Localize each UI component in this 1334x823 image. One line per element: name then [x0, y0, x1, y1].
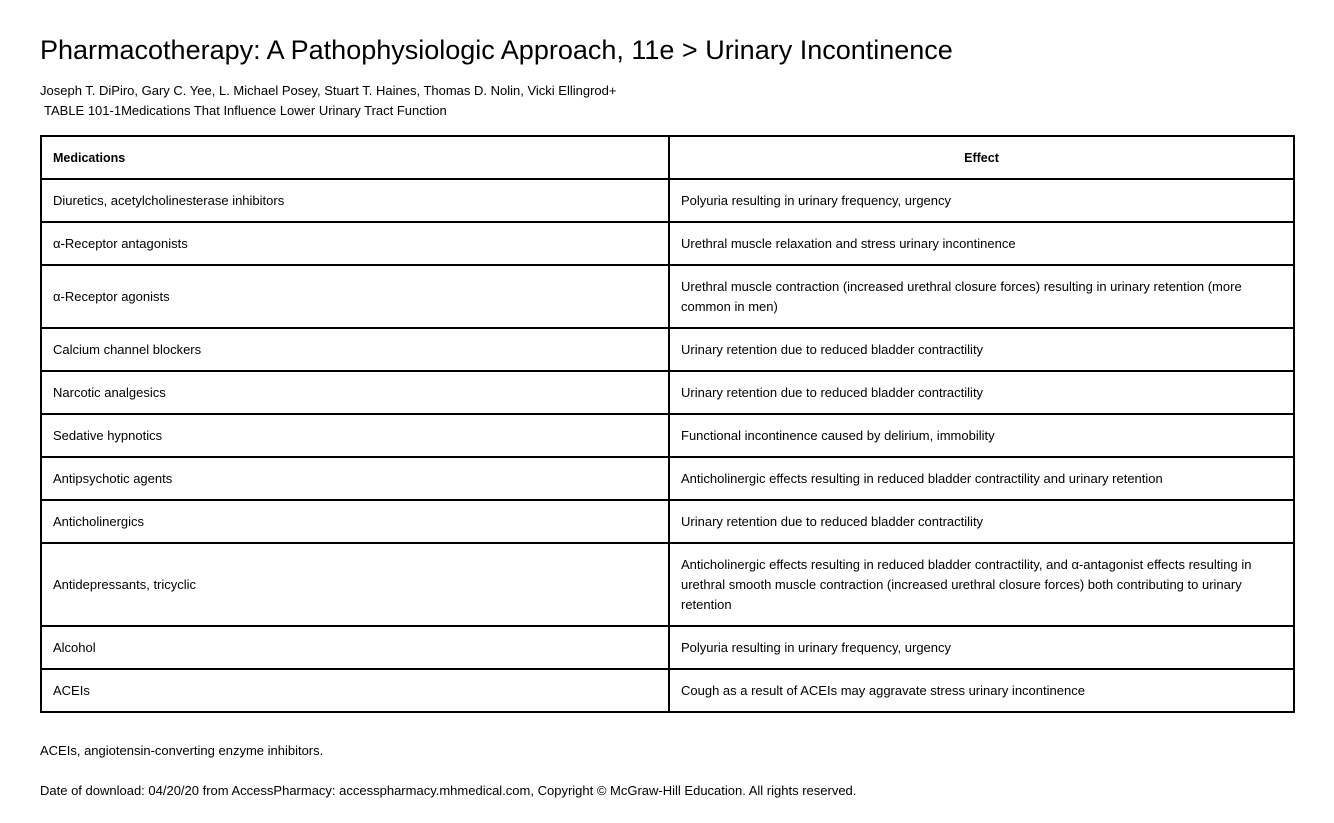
medication-cell: Antipsychotic agents — [41, 457, 669, 500]
medication-cell: α-Receptor agonists — [41, 265, 669, 328]
effect-cell: Urinary retention due to reduced bladder contractility — [669, 371, 1294, 414]
table-row — [41, 457, 1294, 500]
table-header-row — [41, 136, 1294, 179]
table-row — [41, 265, 1294, 328]
table-row — [41, 414, 1294, 457]
medication-cell: Calcium channel blockers — [41, 328, 669, 371]
effect-cell: Functional incontinence caused by delirium, immobility — [669, 414, 1294, 457]
download-info: Date of download: 04/20/20 from AccessPharmacy: accesspharmacy.mhmedical.com, Copyright © McGraw-Hill Education. All rights reserved. — [40, 783, 857, 798]
effect-cell: Anticholinergic effects resulting in reduced bladder contractility, and α-antagonist effects resulting in urethral smooth muscle contraction (increased urethral closure forces) both contributing to urinary retention — [669, 543, 1294, 626]
medication-cell: Diuretics, acetylcholinesterase inhibitors — [41, 179, 669, 222]
table-row — [41, 371, 1294, 414]
effect-cell: Urinary retention due to reduced bladder contractility — [669, 328, 1294, 371]
table-row — [41, 626, 1294, 669]
table-row — [41, 669, 1294, 712]
table-footnote: ACEIs, angiotensin-converting enzyme inhibitors. — [40, 743, 324, 758]
table-row — [41, 222, 1294, 265]
effect-cell: Urethral muscle contraction (increased urethral closure forces) resulting in urinary retention (more common in men) — [669, 265, 1294, 328]
effect-cell: Urethral muscle relaxation and stress urinary incontinence — [669, 222, 1294, 265]
table-row — [41, 179, 1294, 222]
column-header-medications: Medications — [41, 136, 669, 179]
effect-cell: Polyuria resulting in urinary frequency, urgency — [669, 626, 1294, 669]
medication-cell: Narcotic analgesics — [41, 371, 669, 414]
medication-cell: Antidepressants, tricyclic — [41, 543, 669, 626]
author-list: Joseph T. DiPiro, Gary C. Yee, L. Michael Posey, Stuart T. Haines, Thomas D. Nolin, Vicki Ellingrod+ — [40, 83, 617, 98]
table-row — [41, 543, 1294, 626]
table-caption: TABLE 101-1Medications That Influence Lower Urinary Tract Function — [44, 103, 447, 118]
effect-cell: Urinary retention due to reduced bladder contractility — [669, 500, 1294, 543]
column-header-effect: Effect — [669, 136, 1294, 179]
medication-cell: α-Receptor antagonists — [41, 222, 669, 265]
medication-cell: ACEIs — [41, 669, 669, 712]
page-title: Pharmacotherapy: A Pathophysiologic Approach, 11e > Urinary Incontinence — [40, 35, 953, 65]
medication-cell: Sedative hypnotics — [41, 414, 669, 457]
table-row — [41, 500, 1294, 543]
table-row — [41, 328, 1294, 371]
medication-cell: Alcohol — [41, 626, 669, 669]
medications-table — [40, 135, 1295, 713]
effect-cell: Cough as a result of ACEIs may aggravate stress urinary incontinence — [669, 669, 1294, 712]
effect-cell: Anticholinergic effects resulting in reduced bladder contractility and urinary retention — [669, 457, 1294, 500]
effect-cell: Polyuria resulting in urinary frequency, urgency — [669, 179, 1294, 222]
medication-cell: Anticholinergics — [41, 500, 669, 543]
